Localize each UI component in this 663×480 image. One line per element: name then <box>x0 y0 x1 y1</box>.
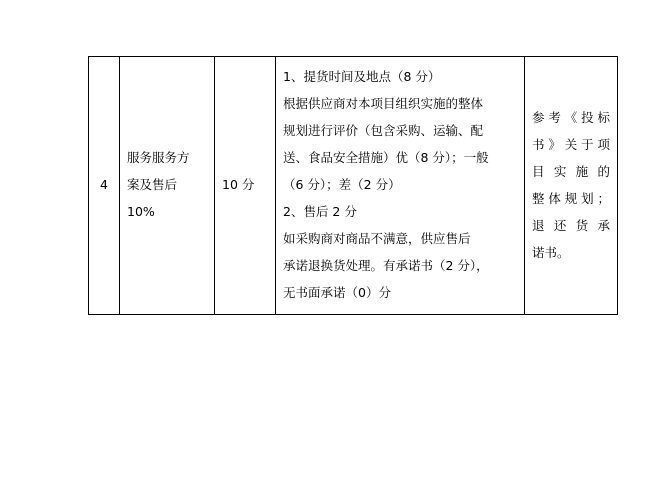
criteria-line-7: 如采购商对商品不满意，供应售后 <box>283 231 471 246</box>
evaluation-item-line-2: 案及售后 <box>127 177 178 192</box>
criteria-line-8: 承诺退换货处理。有承诺书（2 分）， <box>283 258 489 273</box>
evaluation-item-line-3: 10% <box>127 204 155 219</box>
criteria-line-6: 2、售后 2 分 <box>283 204 357 219</box>
reference-cell <box>525 57 618 315</box>
score-value: 10 分 <box>222 177 255 192</box>
criteria-line-4: 送、食品安全措施）优（8 分）；一般 <box>283 150 489 165</box>
score-cell <box>215 57 276 315</box>
reference-line-1: 参考《投标 <box>532 109 610 125</box>
evaluation-item-line-1: 服务服务方 <box>127 150 190 165</box>
reference-line-6: 诺书。 <box>532 244 570 260</box>
evaluation-item-cell <box>120 57 215 315</box>
reference-line-5: 退还货承 <box>532 217 610 233</box>
criteria-line-9: 无书面承诺（0）分 <box>283 285 391 300</box>
reference-line-4: 整体规划； <box>532 190 610 206</box>
criteria-cell <box>276 57 525 315</box>
row-number: 4 <box>100 177 108 192</box>
reference-line-3: 目实施的 <box>532 163 610 179</box>
criteria-line-3: 规划进行评价（包含采购、运输、配 <box>283 123 484 138</box>
criteria-line-2: 根据供应商对本项目组织实施的整体 <box>283 96 484 111</box>
criteria-line-5: （6 分）；差（2 分） <box>283 177 401 192</box>
row-number-cell <box>89 57 120 315</box>
table-row <box>89 57 618 315</box>
evaluation-criteria-table <box>88 56 618 315</box>
reference-line-2: 书》关于项 <box>532 136 610 152</box>
criteria-line-1: 1、提货时间及地点（8 分） <box>283 69 441 84</box>
